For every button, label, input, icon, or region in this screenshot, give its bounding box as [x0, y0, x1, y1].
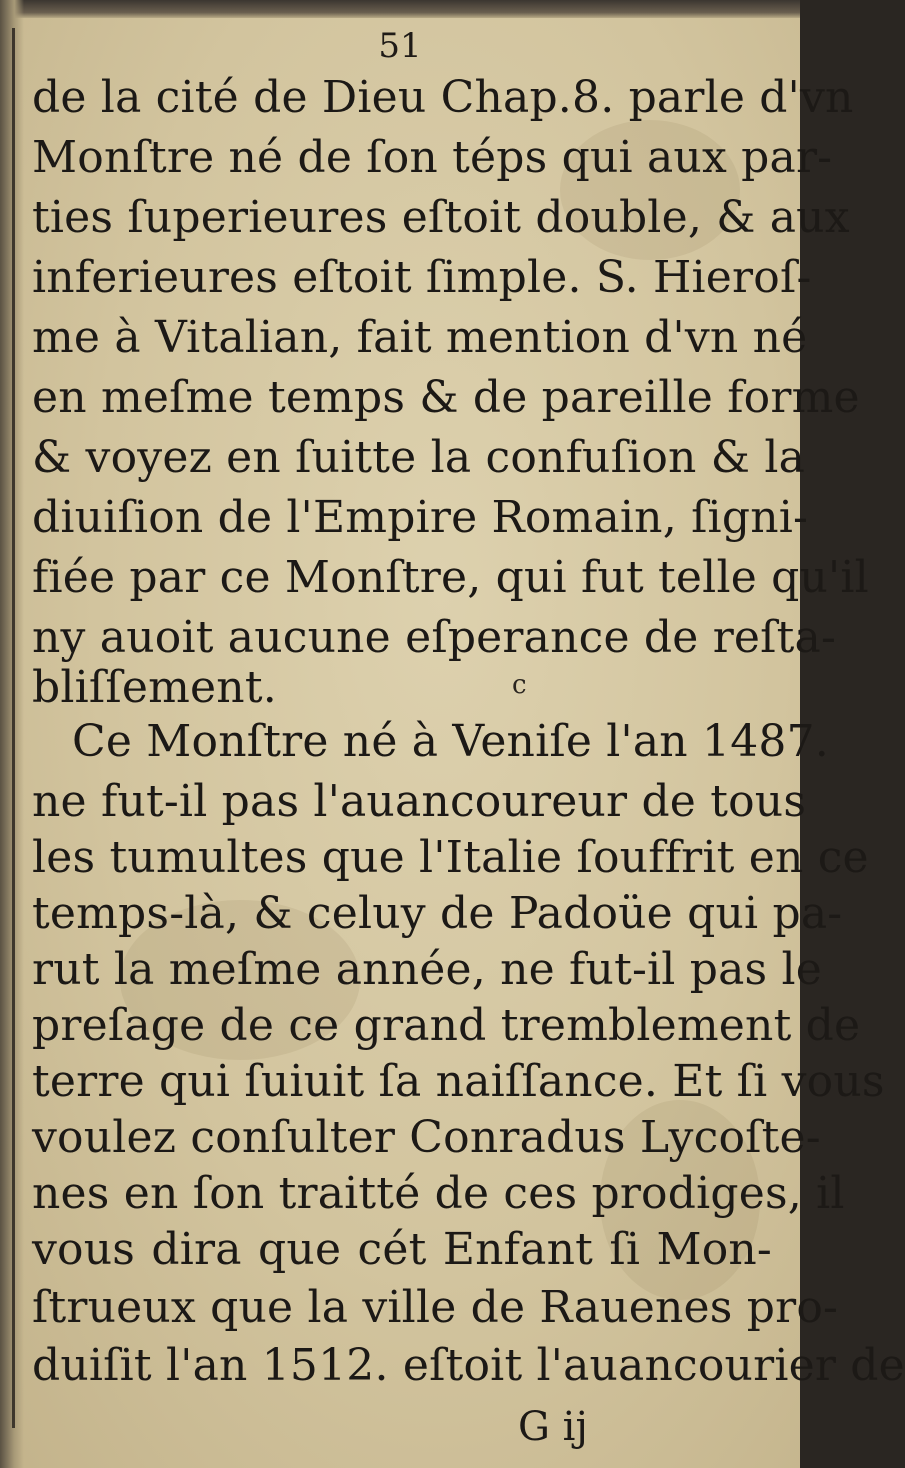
text-line: terre qui ſuiuit ſa naiſſance. Et ſi vous [32, 1056, 885, 1107]
text-line: diuiſion de l'Empire Romain, ſigni- [32, 492, 809, 543]
text-line: ties ſuperieures eſtoit double, & aux [32, 192, 850, 243]
signature-mark: G ij [518, 1404, 588, 1450]
text-line: ſtrueux que la ville de Rauenes pro- [32, 1282, 839, 1333]
text-line: les tumultes que l'Italie ſouffrit en ce [32, 832, 869, 883]
text-line: fiée par ce Monſtre, qui fut telle qu'il [32, 552, 869, 603]
text-line: inferieures eſtoit ſimple. S. Hieroſ- [32, 252, 812, 303]
text-line: en meſme temps & de pareille forme [32, 372, 860, 423]
paragraph-first-line: Ce Monſtre né à Veniſe l'an 1487. [72, 716, 829, 767]
text-line: de la cité de Dieu Chap.8. parle d'vn [32, 72, 854, 123]
text-line: & voyez en ſuitte la confuſion & la [32, 432, 806, 483]
page-top-edge [0, 0, 800, 18]
text-line: ne fut-il pas l'auancoureur de tous [32, 776, 807, 827]
text-line: rut la meſme année, ne fut-il pas le [32, 944, 823, 995]
text-line: preſage de ce grand tremblement de [32, 1000, 861, 1051]
text-line: vous dira que cét Enfant ſi Mon- [32, 1224, 772, 1275]
text-line: duiſit l'an 1512. eſtoit l'auancourier de [32, 1340, 905, 1391]
text-line: ny auoit aucune eſperance de reſta- [32, 612, 837, 663]
gutter-line [12, 28, 15, 1428]
page-number: 51 [378, 26, 422, 66]
text-line: Monſtre né de ſon téps qui aux par- [32, 132, 833, 183]
text-line: temps-là, & celuy de Padoüe qui pa- [32, 888, 843, 939]
text-line: bliſſement. [32, 662, 277, 713]
text-line: nes en ſon traitté de ces prodiges, il [32, 1168, 845, 1219]
printer-mark: c [512, 670, 527, 700]
text-line: me à Vitalian, fait mention d'vn né [32, 312, 808, 363]
text-line: voulez conſulter Conradus Lycoſte- [32, 1112, 821, 1163]
